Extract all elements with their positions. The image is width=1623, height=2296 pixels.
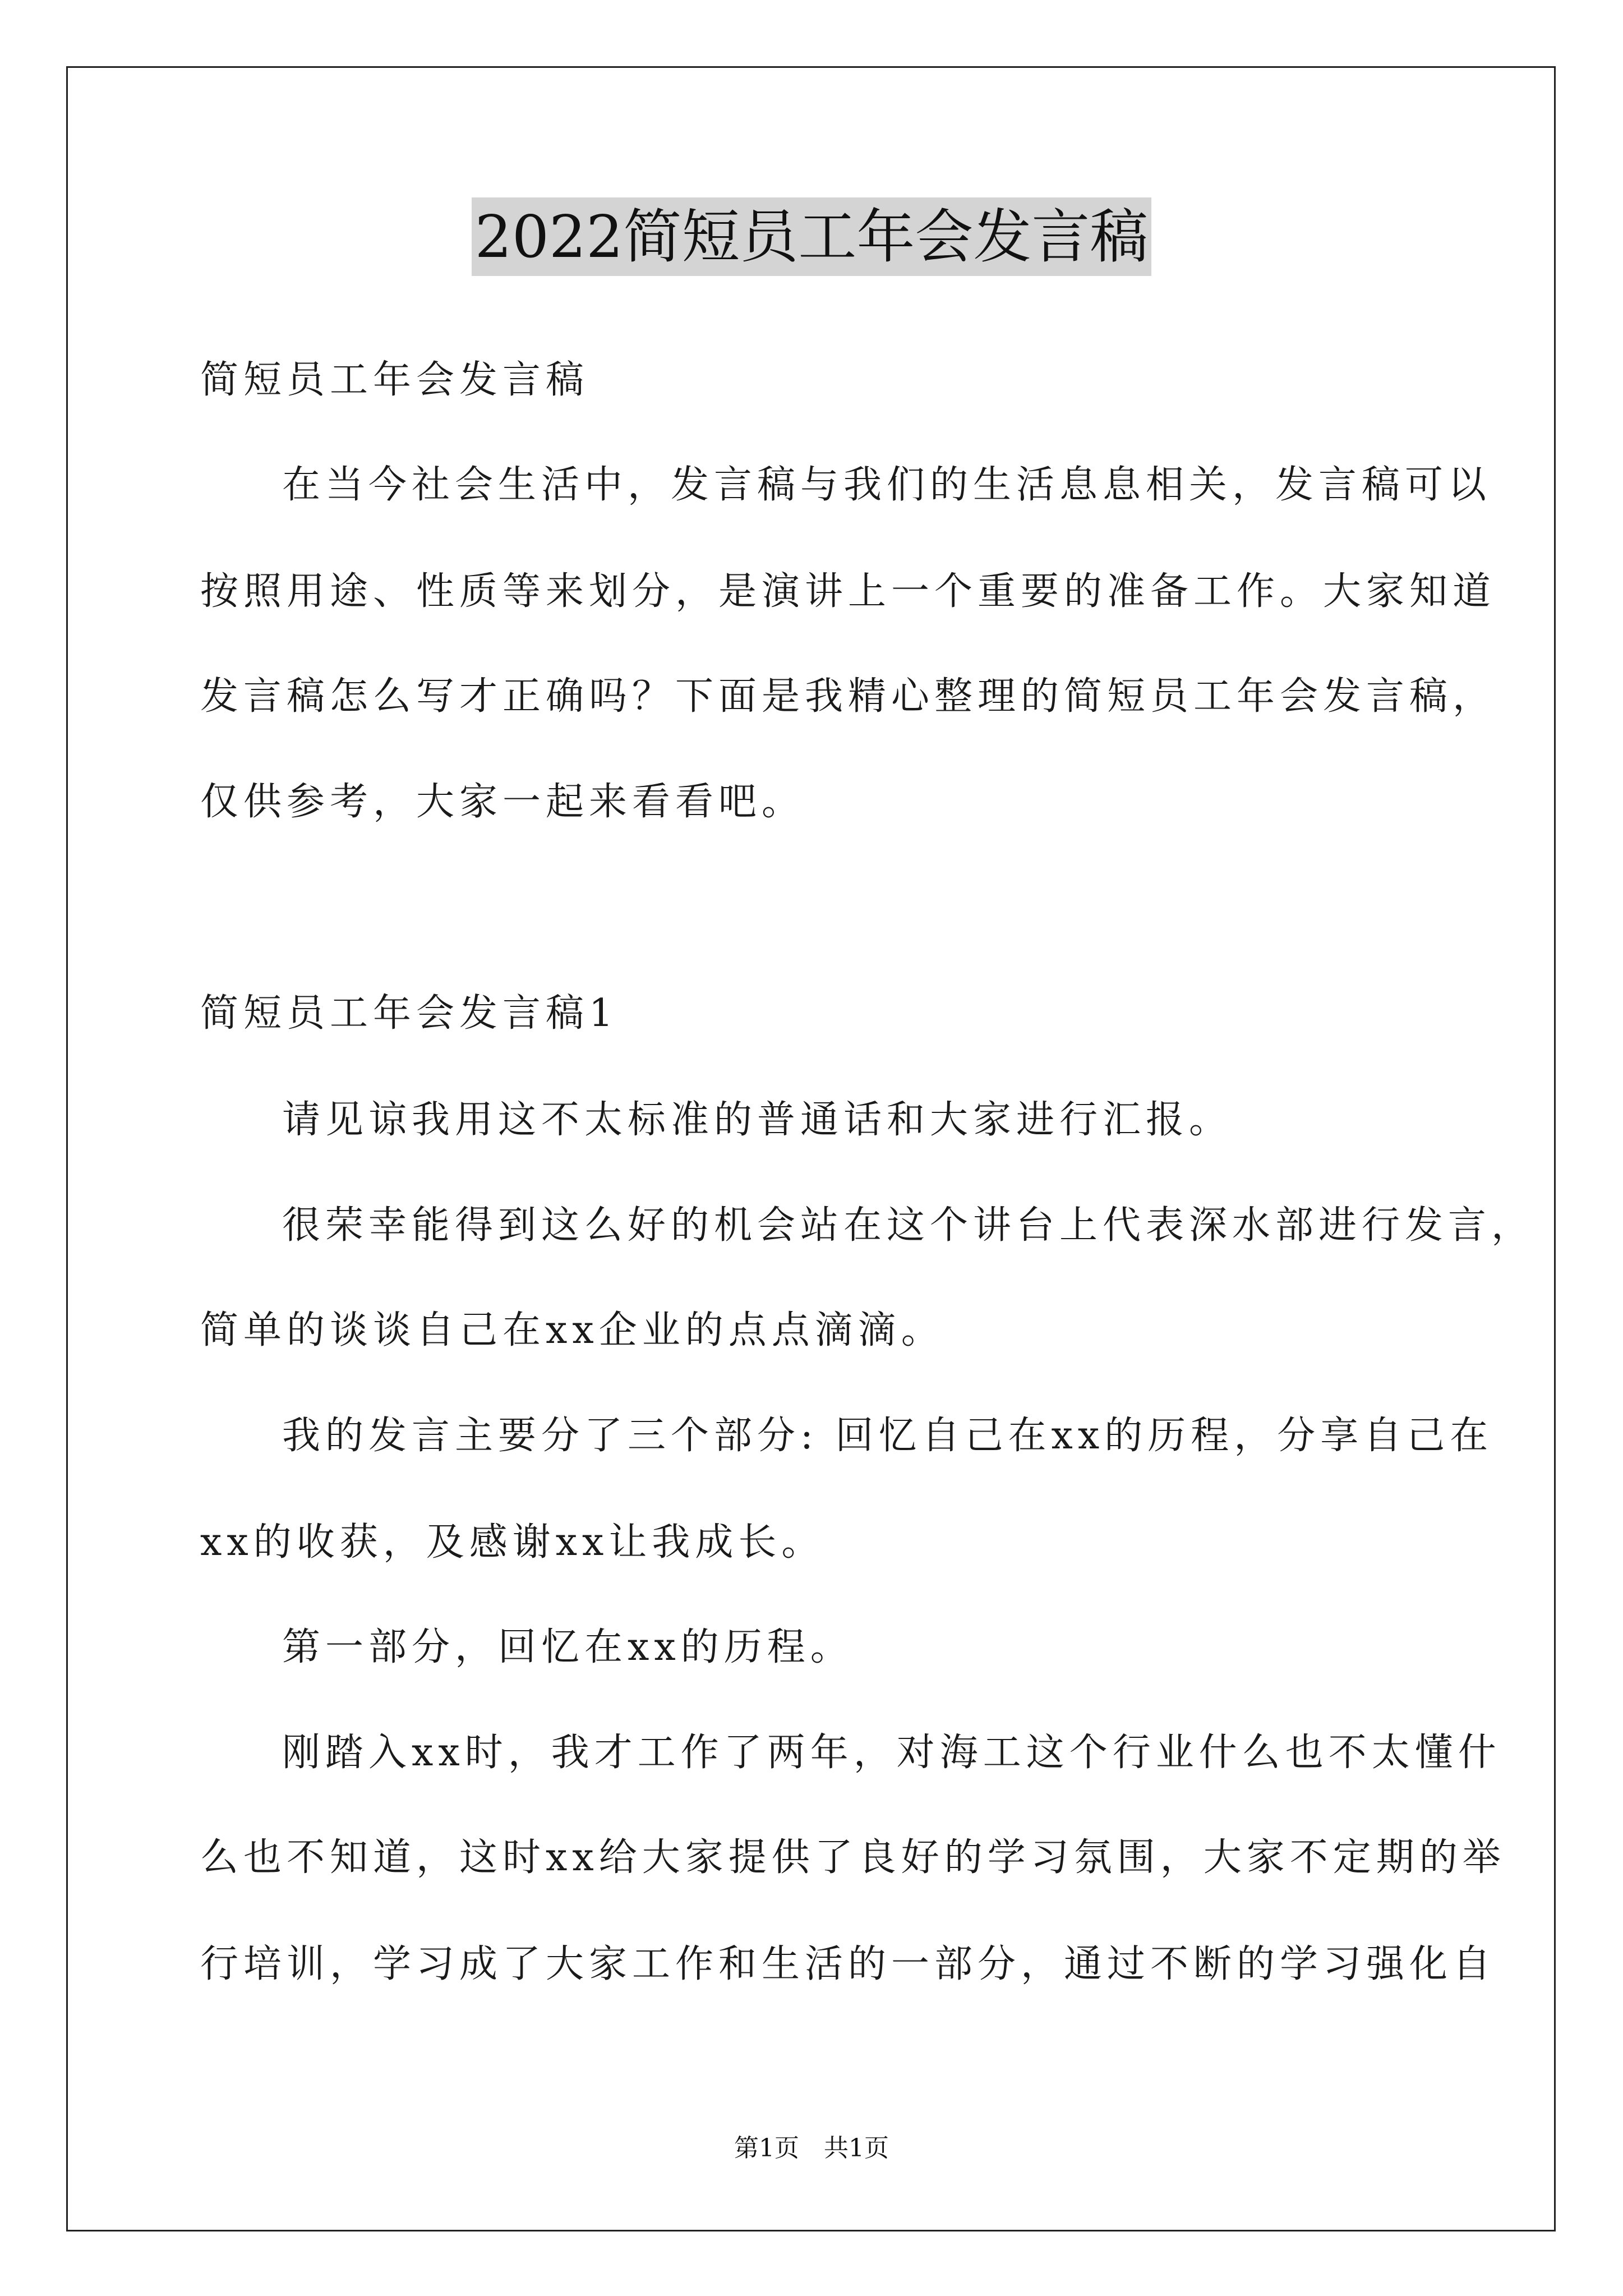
- paragraph-line: 仅供参考，大家一起来看看吧。: [200, 780, 805, 824]
- paragraph-line: xx的收获，及感谢xx让我成长。: [200, 1520, 825, 1565]
- paragraph-line: 请见谅我用这不太标准的普通话和大家进行汇报。: [282, 1098, 1233, 1142]
- page-number: 第1页 共1页: [734, 2134, 889, 2162]
- paragraph-line: 行培训，学习成了大家工作和生活的一部分，通过不断的学习强化自: [200, 1942, 1496, 1986]
- paragraph-line: 么也不知道，这时xx给大家提供了良好的学习氛围，大家不定期的举: [200, 1835, 1506, 1880]
- paragraph-line: 在当今社会生活中，发言稿与我们的生活息息相关，发言稿可以: [282, 463, 1492, 507]
- paragraph-line: 很荣幸能得到这么好的机会站在这个讲台上代表深水部进行发言，: [282, 1203, 1535, 1248]
- paragraph-line: 刚踏入xx时，我才工作了两年，对海工这个行业什么也不太懂什: [282, 1731, 1501, 1775]
- subtitle-line: 简短员工年会发言稿: [200, 358, 589, 402]
- paragraph-line: 简单的谈谈自己在xx企业的点点滴滴。: [200, 1308, 944, 1352]
- paragraph-line: 我的发言主要分了三个部分: 回忆自己在xx的历程，分享自己在: [282, 1414, 1493, 1458]
- document-title: 2022简短员工年会发言稿: [472, 197, 1152, 276]
- paragraph-line: 第一部分，回忆在xx的历程。: [282, 1625, 854, 1669]
- paragraph-line: 按照用途、性质等来划分，是演讲上一个重要的准备工作。大家知道: [200, 569, 1496, 614]
- title-container: [0, 197, 1623, 276]
- section-heading: 简短员工年会发言稿1: [200, 991, 619, 1036]
- paragraph-line: 发言稿怎么写才正确吗？下面是我精心整理的简短员工年会发言稿，: [200, 674, 1496, 719]
